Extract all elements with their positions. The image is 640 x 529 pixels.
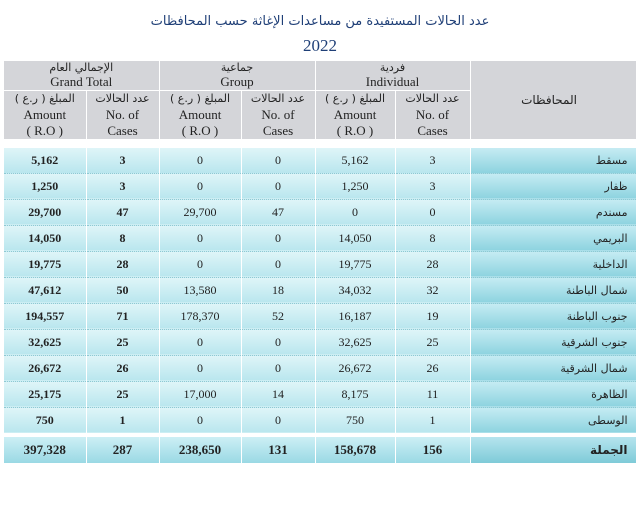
cases-header-en: No. of [105, 107, 140, 122]
group-amount-cell: 0 [159, 148, 241, 174]
individual-amount-cell: 32,625 [315, 329, 395, 355]
group-amount-cell: 0 [159, 355, 241, 381]
governorate-name: الداخلية [470, 251, 636, 277]
group-amount-cell: 0 [159, 407, 241, 435]
grand-total-amount-cell: 25,175 [4, 381, 86, 407]
table-row [4, 251, 636, 277]
individual-cases-cell: 32 [395, 277, 470, 303]
grand-total-header-en: Grand Total [50, 74, 113, 89]
total-governorate-name: الجملة [470, 435, 636, 463]
governorate-name: مسندم [470, 199, 636, 225]
grand-total-cases-cell: 3 [86, 173, 159, 199]
grand-total-amount-cell: 47,612 [4, 277, 86, 303]
group-cases-cell: 0 [241, 225, 315, 251]
grand-total-header [4, 61, 159, 91]
grand-total-cases-cell: 47 [86, 199, 159, 225]
individual-cases-cell: 3 [395, 173, 470, 199]
individual-cases-cell: 28 [395, 251, 470, 277]
table-row [4, 148, 636, 174]
total-grand-total-cases-cell: 287 [86, 435, 159, 463]
cases-header-ar: عدد الحالات [95, 92, 150, 105]
grand-total-cases-header [86, 91, 159, 140]
total-row [4, 435, 636, 463]
amount-header-en: Amount [178, 107, 222, 122]
cases-header-en-2: Cases [417, 123, 448, 138]
grand-total-amount-cell: 5,162 [4, 148, 86, 174]
group-cases-cell: 0 [241, 148, 315, 174]
group-header-ar: جماعية [220, 61, 254, 74]
grand-total-cases-cell: 3 [86, 148, 159, 174]
group-cases-header [241, 91, 315, 140]
total-grand-total-amount-cell: 397,328 [4, 435, 86, 463]
cases-header-en-2: Cases [107, 123, 138, 138]
total-group-amount-cell: 238,650 [159, 435, 241, 463]
table-row [4, 381, 636, 407]
individual-header-en: Individual [365, 74, 420, 89]
grand-total-cases-cell: 28 [86, 251, 159, 277]
group-amount-cell: 29,700 [159, 199, 241, 225]
grand-total-amount-cell: 19,775 [4, 251, 86, 277]
amount-header-ar: المبلغ ( ر.ع ) [325, 92, 386, 105]
grand-total-amount-cell: 29,700 [4, 199, 86, 225]
individual-amount-cell: 19,775 [315, 251, 395, 277]
amount-header-unit: ( R.O ) [26, 123, 63, 138]
amount-header-en: Amount [333, 107, 377, 122]
individual-amount-cell: 34,032 [315, 277, 395, 303]
governorate-name: الوسطى [470, 407, 636, 435]
governorate-name: جنوب الشرقية [470, 329, 636, 355]
governorate-name: ظفار [470, 173, 636, 199]
table-row [4, 329, 636, 355]
grand-total-amount-cell: 194,557 [4, 303, 86, 329]
individual-amount-cell: 1,250 [315, 173, 395, 199]
group-header [159, 61, 315, 91]
table-row [4, 277, 636, 303]
grand-total-cases-cell: 71 [86, 303, 159, 329]
group-amount-cell: 178,370 [159, 303, 241, 329]
grand-total-cases-cell: 26 [86, 355, 159, 381]
amount-header-unit: ( R.O ) [181, 123, 219, 138]
cases-header-ar: عدد الحالات [405, 92, 460, 105]
relief-cases-table [4, 61, 637, 463]
governorate-name: جنوب الباطنة [470, 303, 636, 329]
individual-amount-cell: 8,175 [315, 381, 395, 407]
cases-header-en: No. of [261, 107, 295, 122]
individual-cases-cell: 3 [395, 148, 470, 174]
amount-header-unit: ( R.O ) [336, 123, 374, 138]
cases-header-ar: عدد الحالات [250, 92, 306, 105]
total-group-cases-cell: 131 [241, 435, 315, 463]
individual-cases-cell: 0 [395, 199, 470, 225]
cases-header-en-2: Cases [262, 123, 294, 138]
individual-amount-cell: 0 [315, 199, 395, 225]
grand-total-cases-cell: 25 [86, 329, 159, 355]
table-row [4, 303, 636, 329]
table-row [4, 199, 636, 225]
table-row [4, 225, 636, 251]
group-cases-cell: 14 [241, 381, 315, 407]
individual-header [315, 61, 470, 91]
individual-cases-cell: 1 [395, 407, 470, 435]
grand-total-amount-cell: 1,250 [4, 173, 86, 199]
grand-total-header-ar: الإجمالي العام [49, 61, 114, 74]
group-cases-cell: 18 [241, 277, 315, 303]
group-cases-cell: 52 [241, 303, 315, 329]
individual-cases-header [395, 91, 470, 140]
individual-amount-header [315, 91, 395, 140]
grand-total-cases-cell: 8 [86, 225, 159, 251]
total-individual-cases-cell: 156 [395, 435, 470, 463]
table-title: عدد الحالات المستفيدة من مساعدات الإغاثة حسب المحافظات [150, 14, 490, 29]
group-cases-cell: 0 [241, 329, 315, 355]
group-header-en: Group [220, 74, 254, 89]
governorate-name: شمال الشرقية [470, 355, 636, 381]
group-amount-cell: 17,000 [159, 381, 241, 407]
governorate-header: المحافظات [470, 61, 636, 139]
group-cases-cell: 0 [241, 251, 315, 277]
grand-total-cases-cell: 25 [86, 381, 159, 407]
table-row [4, 407, 636, 435]
individual-cases-cell: 8 [395, 225, 470, 251]
individual-cases-cell: 19 [395, 303, 470, 329]
grand-total-amount-header [4, 91, 86, 140]
group-cases-cell: 0 [241, 355, 315, 381]
grand-total-amount-cell: 32,625 [4, 329, 86, 355]
group-amount-cell: 0 [159, 173, 241, 199]
table-row [4, 173, 636, 199]
individual-amount-cell: 14,050 [315, 225, 395, 251]
group-amount-cell: 0 [159, 251, 241, 277]
individual-amount-cell: 16,187 [315, 303, 395, 329]
cases-header-en: No. of [415, 107, 450, 122]
governorate-name: البريمي [470, 225, 636, 251]
table-year: 2022 [303, 36, 337, 55]
governorate-name: شمال الباطنة [470, 277, 636, 303]
group-amount-header [159, 91, 241, 140]
table-row [4, 355, 636, 381]
individual-cases-cell: 25 [395, 329, 470, 355]
total-individual-amount-cell: 158,678 [315, 435, 395, 463]
group-cases-cell: 0 [241, 173, 315, 199]
individual-cases-cell: 11 [395, 381, 470, 407]
group-cases-cell: 47 [241, 199, 315, 225]
individual-amount-cell: 750 [315, 407, 395, 435]
grand-total-amount-cell: 750 [4, 407, 86, 435]
group-amount-cell: 0 [159, 225, 241, 251]
individual-amount-cell: 5,162 [315, 148, 395, 174]
amount-header-en: Amount [23, 107, 67, 122]
governorate-name: مسقط [470, 148, 636, 174]
grand-total-cases-cell: 1 [86, 407, 159, 435]
grand-total-amount-cell: 14,050 [4, 225, 86, 251]
group-amount-cell: 13,580 [159, 277, 241, 303]
grand-total-cases-cell: 50 [86, 277, 159, 303]
individual-header-ar: فردية [379, 61, 406, 74]
group-cases-cell: 0 [241, 407, 315, 435]
governorate-name: الظاهرة [470, 381, 636, 407]
grand-total-amount-cell: 26,672 [4, 355, 86, 381]
amount-header-ar: المبلغ ( ر.ع ) [170, 92, 231, 105]
amount-header-ar: المبلغ ( ر.ع ) [14, 92, 75, 105]
group-amount-cell: 0 [159, 329, 241, 355]
individual-cases-cell: 26 [395, 355, 470, 381]
individual-amount-cell: 26,672 [315, 355, 395, 381]
